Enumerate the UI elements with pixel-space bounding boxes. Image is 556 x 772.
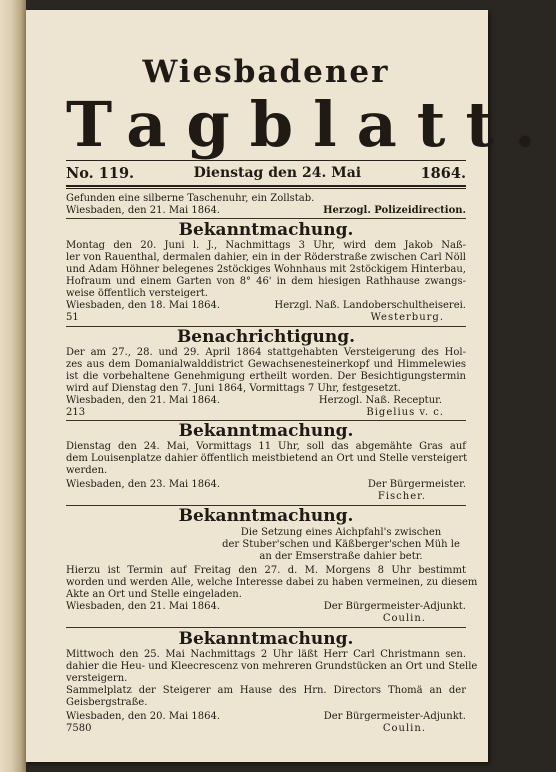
section-divider (66, 218, 466, 219)
newspaper-page (26, 10, 556, 762)
found-notice-text: Gefunden eine silberne Taschenuhr, ein Zollstab. (66, 193, 315, 204)
notice2-line: ist die vorbehaltene Genehmigung ertheilt worden. Der Besichtigungstermin (66, 371, 466, 382)
book-binding (0, 0, 26, 772)
notice2-signer: Bigelius v. c. (366, 407, 444, 418)
notice1-sign-row (66, 312, 466, 324)
notice4-line: Akte an Ort und Stelle eingeladen. (66, 589, 242, 600)
notice5-heading: Bekanntmachung. (178, 629, 354, 649)
notice3-line: dem Louisenplatze dahier öffentlich meistbietend an Ort und Stelle versteigert (66, 453, 468, 464)
issue-line (66, 162, 466, 184)
notice4-line: Hierzu ist Termin auf Freitag den 27. d. M. Morgens 8 Uhr bestimmt (66, 565, 466, 576)
notice3-authority: Der Bürgermeister. (367, 479, 466, 490)
notice2-line: wird auf Dienstag den 7. Juni 1864, Vormittags 7 Uhr, festgesetzt. (66, 383, 401, 394)
notice5-signer: Coulin. (382, 723, 426, 734)
notice5-place-date: Wiesbaden, den 20. Mai 1864. (66, 711, 221, 722)
notice2-sign-row (66, 407, 466, 419)
notice1-number: 51 (66, 312, 79, 323)
notice4-signer: Coulin. (382, 613, 426, 624)
notice1-line: ler von Rauenthal, dermalen dahier, ein in der Röderstraße zwischen Carl Nöll (66, 252, 466, 263)
notice4-authority: Der Bürgermeister-Adjunkt. (323, 601, 466, 612)
notice5-line: Mittwoch den 25. Mai Nachmittags 2 Uhr läßt Herr Carl Christmann sen. (66, 649, 466, 660)
issue-year: 1864. (420, 164, 466, 182)
issue-number: No. 119. (66, 164, 135, 182)
notice3-heading: Bekanntmachung. (178, 421, 354, 441)
notice1-authority: Herzgl. Naß. Landoberschultheiserei. (274, 300, 466, 311)
notice5-footer (66, 711, 466, 723)
notice3-line: werden. (66, 465, 108, 476)
notice2-heading: Benachrichtigung. (176, 327, 356, 347)
notice1-signer: Westerburg. (370, 312, 444, 323)
notice3-line: Dienstag den 24. Mai, Vormittags 11 Uhr, soll das abgemähte Gras auf (66, 441, 466, 452)
notice5-authority: Der Bürgermeister-Adjunkt. (323, 711, 466, 722)
found-notice-place-date: Wiesbaden, den 21. Mai 1864. (66, 205, 221, 216)
notice1-footer (66, 300, 466, 312)
masthead-title: Tagblatt. (66, 88, 556, 161)
notice2-number: 213 (66, 407, 86, 418)
notice2-footer (66, 395, 466, 407)
notice1-line: und Adam Höhner belegenes 2stöckiges Wohnhaus mit 2stöckigem Hinterbau, (66, 264, 466, 275)
notice4-subject-line: der Stuber'schen und Käßberger'schen Müh le (222, 539, 460, 550)
notice4-footer (66, 601, 466, 613)
notice1-line: weise öffentlich versteigert. (66, 288, 208, 299)
issue-date: Dienstag den 24. Mai (193, 165, 362, 181)
notice5-line: versteigern. (66, 673, 128, 684)
notice4-subject-line: an der Emserstraße dahier betr. (259, 551, 423, 562)
notice2-authority: Herzogl. Naß. Receptur. (318, 395, 442, 406)
issue-rule-top (66, 160, 466, 161)
notice5-line: Geisbergstraße. (66, 697, 148, 708)
notice2-place-date: Wiesbaden, den 21. Mai 1864. (66, 395, 221, 406)
notice2-line: Der am 27., 28. und 29. April 1864 stattgehabten Versteigerung des Hol- (66, 347, 466, 358)
notice3-signer: Fischer. (377, 491, 426, 502)
notice1-heading: Bekanntmachung. (178, 220, 354, 240)
notice4-subject-line: Die Setzung eines Aichpfahl's zwischen (240, 527, 442, 538)
notice5-number: 7580 (66, 723, 92, 734)
notice2-line: zes aus dem Domanialwalddistrict Gewachsenesteinerkopf und Himmelewies (66, 359, 466, 370)
section-divider (66, 627, 466, 628)
notice1-line: Hofraum und einem Garten von 8° 46' in dem hiesigen Rathhause zwangs- (66, 276, 466, 287)
masthead-city: Wiesbadener (142, 54, 390, 90)
notice5-line: dahier die Heu- und Kleecrescenz von mehreren Grundstücken an Ort und Stelle (66, 661, 478, 672)
notice1-line: Montag den 20. Juni l. J., Nachmittags 3 Uhr, wird dem Jakob Naß- (66, 240, 466, 251)
notice3-place-date: Wiesbaden, den 23. Mai 1864. (66, 479, 221, 490)
found-notice-authority: Herzogl. Polizeidirection. (323, 205, 466, 216)
notice4-line: worden und werden Alle, welche Interesse dabei zu haben vermeinen, zu diesem (66, 577, 478, 588)
notice1-place-date: Wiesbaden, den 18. Mai 1864. (66, 300, 221, 311)
issue-rule-bottom (66, 185, 466, 189)
notice3-footer (66, 479, 466, 491)
notice5-line: Sammelplatz der Steigerer am Hause des Hrn. Directors Thomä an der (66, 685, 466, 696)
notice4-place-date: Wiesbaden, den 21. Mai 1864. (66, 601, 221, 612)
found-notice-footer (66, 205, 466, 217)
notice5-sign-row (66, 723, 466, 735)
notice4-heading: Bekanntmachung. (178, 506, 354, 526)
